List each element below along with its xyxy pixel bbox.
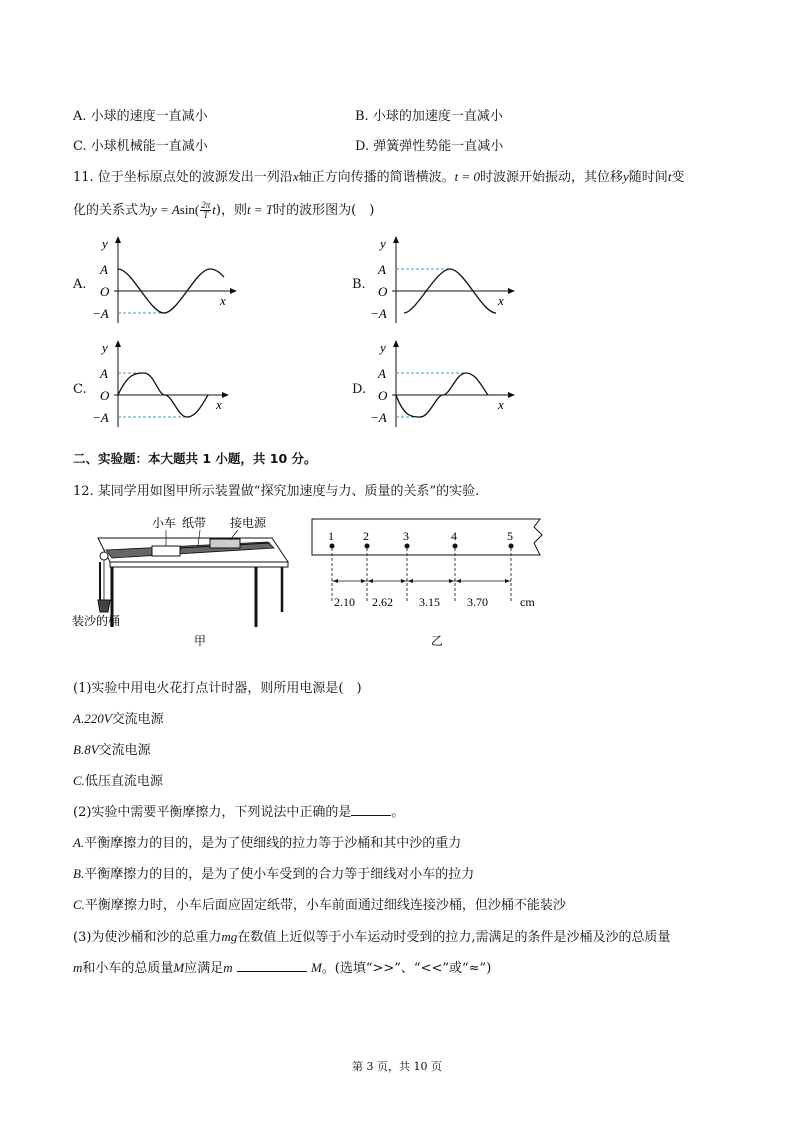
y-axis-arrow [115, 236, 121, 243]
tape-figure [300, 515, 550, 650]
x-axis-arrow [508, 288, 515, 294]
wave-graph-a [92, 233, 242, 325]
distance-3: 3.15 [419, 595, 440, 609]
x-axis-arrow [222, 392, 229, 398]
q11-stem-line1: 11. 位于坐标原点处的波源发出一列沿x轴正方向传播的简谐横波。t = 0时波源开始振动，其位移y随时间t变 [73, 169, 685, 185]
x-label: x [498, 293, 504, 308]
O-label: O [100, 388, 110, 403]
point-label-2: 2 [363, 529, 369, 543]
q12-part2-option-a: A.平衡摩擦力的目的，是为了使细线的拉力等于沙桶和其中沙的重力 [73, 835, 462, 851]
label-power: 接电源 [230, 516, 267, 530]
page-footer: 第 3 页，共 10 页 [352, 1060, 442, 1073]
answer-blank[interactable] [351, 815, 391, 816]
q10-option-c: C. 小球机械能一直减小 [73, 139, 208, 154]
section-heading: 二、实验题：本大题共 1 小题，共 10 分。 [73, 451, 317, 466]
timer [210, 539, 240, 548]
q12-intro: 12. 某同学用如图甲所示装置做“探究加速度与力、质量的关系”的实验. [73, 484, 480, 499]
label-tape: 纸带 [182, 516, 207, 530]
y-label: y [380, 340, 386, 355]
point-label-5: 5 [507, 529, 513, 543]
car [152, 546, 180, 556]
sand-bucket [98, 600, 110, 612]
q12-part3-line1: (3)为使沙桶和沙的总重力mg在数值上近似等于小车运动时受到的拉力,需满足的条件是沙桶及沙的总质量 [73, 929, 671, 945]
wave-graph-d [370, 337, 520, 429]
label-bucket: 装沙的桶 [72, 614, 121, 628]
point-5 [509, 544, 514, 549]
answer-blank[interactable] [237, 971, 307, 972]
y-label: y [102, 236, 108, 251]
O-label: O [378, 284, 388, 299]
y-label: y [102, 340, 108, 355]
point-label-4: 4 [451, 529, 457, 543]
apparatus-figure [70, 512, 295, 652]
graph-a-label: A. [73, 277, 87, 292]
distance-1: 2.10 [334, 595, 355, 609]
point-3 [405, 544, 410, 549]
O-label: O [378, 388, 388, 403]
point-2 [365, 544, 370, 549]
wave-graph-b [370, 233, 520, 325]
table-edge [110, 562, 288, 567]
pulley [100, 552, 108, 560]
x-label: x [498, 397, 504, 412]
A-label: A [100, 262, 108, 277]
A-label: A [100, 366, 108, 381]
point-4 [453, 544, 458, 549]
negA-label: −A [92, 306, 109, 321]
point-label-3: 3 [403, 529, 409, 543]
y-label: y [380, 236, 386, 251]
distance-unit: cm [520, 595, 535, 609]
q12-part1-option-c: C.低压直流电源 [73, 773, 163, 789]
negA-label: −A [92, 410, 109, 425]
x-label: x [220, 293, 226, 308]
A-label: A [378, 262, 386, 277]
wave-graph-c [92, 337, 242, 429]
point-label-1: 1 [328, 529, 334, 543]
A-label: A [378, 366, 386, 381]
caption-jia: 甲 [194, 634, 207, 648]
q10-option-a: A. 小球的速度一直减小 [73, 109, 208, 124]
x-axis-arrow [230, 288, 237, 294]
q10-option-d: D. 弹簧弹性势能一直减小 [355, 139, 504, 154]
q10-option-b: B. 小球的加速度一直减小 [355, 109, 503, 124]
O-label: O [100, 284, 110, 299]
y-axis-arrow [393, 340, 399, 347]
q12-part1: (1)实验中用电火花打点计时器，则所用电源是( ) [73, 681, 362, 696]
y-axis-arrow [393, 236, 399, 243]
q12-part2-option-c: C.平衡摩擦力时，小车后面应固定纸带，小车前面通过细线连接沙桶，但沙桶不能装沙 [73, 897, 566, 913]
q11-stem-line2: 化的关系式为y = Asin( $\frac{2\pi}{T}$ t)，则t = T时的波形图为( ) [73, 200, 375, 220]
y-axis-arrow [115, 340, 121, 347]
graph-d-label: D. [352, 382, 367, 397]
distance-2: 2.62 [372, 595, 393, 609]
fraction-2pi-over-T: $\frac{2\pi}{T}$ [201, 200, 211, 220]
q12-part3-line2: m和小车的总质量M应满足m M。(选填“>>”、“<<”或“≈”) [73, 960, 492, 976]
q12-part1-option-a: A.220V交流电源 [73, 711, 164, 727]
graph-c-label: C. [73, 382, 87, 397]
q12-part1-option-b: B.8V交流电源 [73, 742, 151, 758]
point-1 [330, 544, 335, 549]
negA-label: −A [370, 306, 387, 321]
label-car: 小车 [152, 516, 177, 530]
q12-part2-option-b: B.平衡摩擦力的目的，是为了使小车受到的合力等于细线对小车的拉力 [73, 866, 475, 882]
caption-yi: 乙 [431, 634, 444, 648]
x-axis-arrow [508, 392, 515, 398]
distance-4: 3.70 [467, 595, 488, 609]
x-label: x [216, 397, 222, 412]
negA-label: −A [370, 410, 387, 425]
q12-part2: (2)实验中需要平衡摩擦力，下列说法中正确的是 。 [73, 805, 405, 820]
graph-b-label: B. [352, 277, 366, 292]
